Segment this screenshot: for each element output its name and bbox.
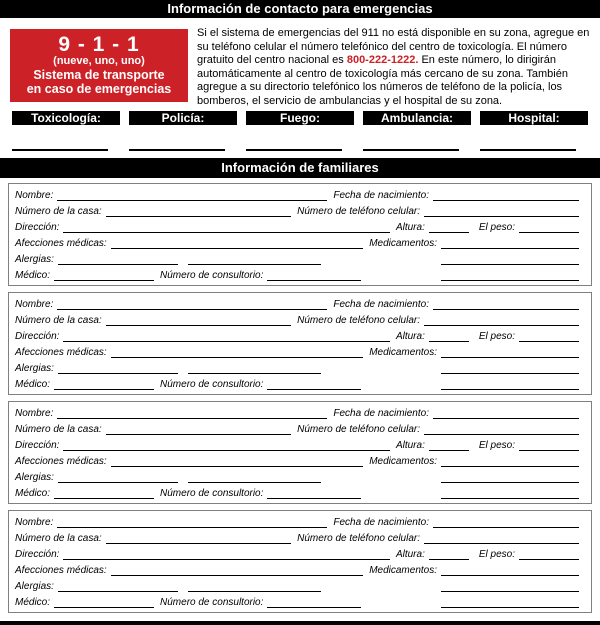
direccion-line[interactable]	[63, 548, 389, 560]
label-afecciones-medicas: Afecciones médicas:	[15, 238, 107, 249]
label-direccion: Dirección:	[15, 440, 60, 451]
medicamentos-line[interactable]	[441, 564, 579, 576]
toxicologia-phone-line[interactable]	[12, 149, 108, 151]
direccion-line[interactable]	[63, 439, 389, 451]
emergency-number: 9 - 1 - 1	[58, 33, 140, 56]
alergias-line-2[interactable]	[188, 580, 321, 592]
contact-lines-row	[12, 149, 588, 151]
label-telefono-celular: Número de teléfono celular:	[297, 533, 420, 544]
altura-line[interactable]	[429, 548, 469, 560]
medico-line[interactable]	[54, 378, 154, 390]
emergency-section-title: Información de contacto para emergencias	[167, 1, 433, 16]
numero-casa-line[interactable]	[106, 423, 291, 435]
label-afecciones-medicas: Afecciones médicas:	[15, 347, 107, 358]
el-peso-line[interactable]	[519, 330, 579, 342]
label-fecha-nacimiento: Fecha de nacimiento:	[333, 517, 429, 528]
label-direccion: Dirección:	[15, 222, 60, 233]
row-name-dob	[15, 405, 579, 421]
label-alergias: Alergias:	[15, 363, 54, 374]
row-name-dob	[15, 514, 579, 530]
numero-consultorio-line[interactable]	[267, 269, 361, 281]
contact-bar-ambulancia: Ambulancia:	[363, 111, 471, 125]
label-numero-casa: Número de la casa:	[15, 206, 102, 217]
label-numero-casa: Número de la casa:	[15, 533, 102, 544]
family-entry	[8, 292, 592, 395]
label-numero-consultorio: Número de consultorio:	[160, 379, 264, 390]
contact-bar-policia: Policía:	[129, 111, 237, 125]
row-phones	[15, 421, 579, 437]
label-nombre: Nombre:	[15, 190, 54, 201]
row-allergies	[15, 578, 579, 594]
row-doctor-office	[15, 594, 579, 610]
numero-casa-line[interactable]	[106, 314, 291, 326]
label-medico: Médico:	[15, 597, 51, 608]
label-numero-consultorio: Número de consultorio:	[160, 597, 264, 608]
call-911-box	[10, 29, 188, 102]
medicamentos-line-3[interactable]	[441, 378, 579, 390]
telefono-celular-line[interactable]	[424, 532, 579, 544]
medicamentos-line-3[interactable]	[441, 487, 579, 499]
numero-casa-line[interactable]	[106, 205, 291, 217]
direccion-line[interactable]	[63, 221, 389, 233]
label-numero-casa: Número de la casa:	[15, 424, 102, 435]
row-address-height-weight	[15, 546, 579, 562]
label-nombre: Nombre:	[15, 299, 54, 310]
afecciones-medicas-line[interactable]	[111, 346, 363, 358]
numero-consultorio-line[interactable]	[267, 378, 361, 390]
row-conditions-medications	[15, 562, 579, 578]
label-direccion: Dirección:	[15, 549, 60, 560]
label-el-peso: El peso:	[478, 222, 515, 233]
transport-system-line1: Sistema de transporte	[33, 68, 165, 82]
row-conditions-medications	[15, 235, 579, 251]
el-peso-line[interactable]	[519, 548, 579, 560]
family-entries	[8, 183, 592, 613]
label-nombre: Nombre:	[15, 517, 54, 528]
label-nombre: Nombre:	[15, 408, 54, 419]
label-numero-casa: Número de la casa:	[15, 315, 102, 326]
numero-casa-line[interactable]	[106, 532, 291, 544]
row-name-dob	[15, 187, 579, 203]
fecha-nacimiento-line[interactable]	[433, 516, 579, 528]
row-address-height-weight	[15, 328, 579, 344]
family-entry	[8, 183, 592, 286]
altura-line[interactable]	[429, 330, 469, 342]
hospital-phone-line[interactable]	[480, 149, 576, 151]
label-alergias: Alergias:	[15, 472, 54, 483]
row-phones	[15, 312, 579, 328]
row-name-dob	[15, 296, 579, 312]
altura-line[interactable]	[429, 221, 469, 233]
medicamentos-line[interactable]	[441, 346, 579, 358]
fuego-phone-line[interactable]	[246, 149, 342, 151]
label-medicamentos: Medicamentos:	[369, 238, 437, 249]
section-header-family	[0, 158, 600, 178]
label-alergias: Alergias:	[15, 581, 54, 592]
label-el-peso: El peso:	[478, 549, 515, 560]
afecciones-medicas-line[interactable]	[111, 237, 363, 249]
medicamentos-line-3[interactable]	[441, 596, 579, 608]
row-phones	[15, 530, 579, 546]
label-telefono-celular: Número de teléfono celular:	[297, 424, 420, 435]
alergias-line[interactable]	[58, 253, 178, 265]
label-altura: Altura:	[395, 331, 425, 342]
label-numero-consultorio: Número de consultorio:	[160, 488, 264, 499]
label-afecciones-medicas: Afecciones médicas:	[15, 565, 107, 576]
nombre-line[interactable]	[57, 516, 327, 528]
medicamentos-line[interactable]	[441, 237, 579, 249]
medico-line[interactable]	[54, 596, 154, 608]
nombre-line[interactable]	[57, 407, 327, 419]
row-conditions-medications	[15, 344, 579, 360]
row-conditions-medications	[15, 453, 579, 469]
family-section-title: Información de familiares	[221, 160, 379, 175]
label-altura: Altura:	[395, 440, 425, 451]
el-peso-line[interactable]	[519, 439, 579, 451]
label-medicamentos: Medicamentos:	[369, 565, 437, 576]
label-alergias: Alergias:	[15, 254, 54, 265]
bottom-section-bar	[0, 621, 600, 625]
direccion-line[interactable]	[63, 330, 389, 342]
alergias-line-2[interactable]	[188, 253, 321, 265]
label-medico: Médico:	[15, 379, 51, 390]
label-el-peso: El peso:	[478, 331, 515, 342]
telefono-celular-line[interactable]	[424, 205, 579, 217]
label-afecciones-medicas: Afecciones médicas:	[15, 456, 107, 467]
section-header-emergency	[0, 0, 600, 18]
label-el-peso: El peso:	[478, 440, 515, 451]
transport-system-line2: en caso de emergencias	[26, 82, 172, 96]
medicamentos-line-2[interactable]	[441, 362, 579, 374]
alergias-line-2[interactable]	[188, 471, 321, 483]
label-medicamentos: Medicamentos:	[369, 456, 437, 467]
label-medicamentos: Medicamentos:	[369, 347, 437, 358]
altura-line[interactable]	[429, 439, 469, 451]
row-doctor-office	[15, 485, 579, 501]
contact-bar-toxicologia: Toxicología:	[12, 111, 120, 125]
poison-control-phone-number: 800-222-1222.	[346, 54, 419, 66]
label-telefono-celular: Número de teléfono celular:	[297, 206, 420, 217]
row-allergies	[15, 360, 579, 376]
row-address-height-weight	[15, 437, 579, 453]
label-numero-consultorio: Número de consultorio:	[160, 270, 264, 281]
numero-consultorio-line[interactable]	[267, 487, 361, 499]
family-entry	[8, 401, 592, 504]
label-fecha-nacimiento: Fecha de nacimiento:	[333, 408, 429, 419]
medicamentos-line-3[interactable]	[441, 269, 579, 281]
row-allergies	[15, 251, 579, 267]
numero-consultorio-line[interactable]	[267, 596, 361, 608]
nombre-line[interactable]	[57, 189, 327, 201]
medicamentos-line[interactable]	[441, 455, 579, 467]
row-allergies	[15, 469, 579, 485]
alergias-line-2[interactable]	[188, 362, 321, 374]
row-doctor-office	[15, 267, 579, 283]
label-altura: Altura:	[395, 222, 425, 233]
family-entry	[8, 510, 592, 613]
label-fecha-nacimiento: Fecha de nacimiento:	[333, 190, 429, 201]
instructions-before-phone: Si el sistema de emergencias del 911 no está disponible en su zona, agregue en su teléfono celular el número telefónico del centro de toxicología. El número gratuito del centro nacional es	[197, 27, 590, 66]
contact-bar-hospital: Hospital:	[480, 111, 588, 125]
label-medico: Médico:	[15, 270, 51, 281]
telefono-celular-line[interactable]	[424, 314, 579, 326]
medicamentos-line-2[interactable]	[441, 471, 579, 483]
emergency-instructions	[197, 27, 592, 108]
medicamentos-line-2[interactable]	[441, 253, 579, 265]
alergias-line[interactable]	[58, 580, 178, 592]
fecha-nacimiento-line[interactable]	[433, 298, 579, 310]
alergias-line[interactable]	[58, 362, 178, 374]
label-fecha-nacimiento: Fecha de nacimiento:	[333, 299, 429, 310]
emergency-number-words: (nueve, uno, uno)	[53, 55, 145, 67]
intro-section	[10, 29, 592, 108]
policia-phone-line[interactable]	[129, 149, 225, 151]
el-peso-line[interactable]	[519, 221, 579, 233]
instructions-after-phone: En este número, lo dirigirán automáticamente al centro de toxicología más cercano de su zona. También agregue a su directorio telefónico los números de teléfono de la policía, los bomberos, el servicio de ambulancias y el hospital de su zona.	[197, 54, 568, 107]
telefono-celular-line[interactable]	[424, 423, 579, 435]
label-direccion: Dirección:	[15, 331, 60, 342]
fecha-nacimiento-line[interactable]	[433, 407, 579, 419]
afecciones-medicas-line[interactable]	[111, 455, 363, 467]
row-phones	[15, 203, 579, 219]
label-telefono-celular: Número de teléfono celular:	[297, 315, 420, 326]
label-altura: Altura:	[395, 549, 425, 560]
medico-line[interactable]	[54, 269, 154, 281]
afecciones-medicas-line[interactable]	[111, 564, 363, 576]
alergias-line[interactable]	[58, 471, 178, 483]
ambulancia-phone-line[interactable]	[363, 149, 459, 151]
medico-line[interactable]	[54, 487, 154, 499]
contact-labels-row	[12, 111, 588, 125]
nombre-line[interactable]	[57, 298, 327, 310]
label-medico: Médico:	[15, 488, 51, 499]
row-address-height-weight	[15, 219, 579, 235]
fecha-nacimiento-line[interactable]	[433, 189, 579, 201]
contact-bar-fuego: Fuego:	[246, 111, 354, 125]
medicamentos-line-2[interactable]	[441, 580, 579, 592]
row-doctor-office	[15, 376, 579, 392]
